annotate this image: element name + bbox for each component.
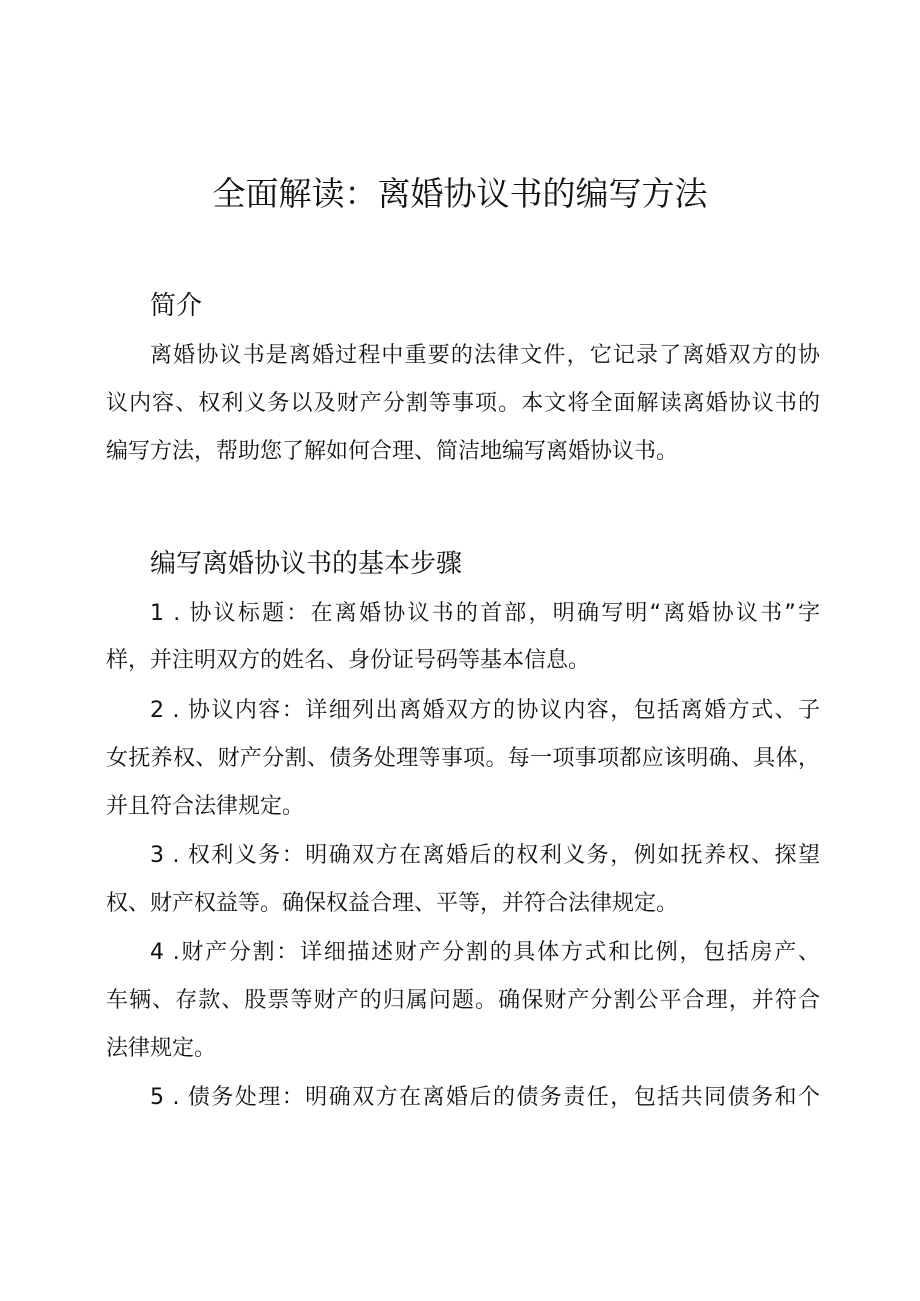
document-title: 全面解读：离婚协议书的编写方法 (212, 174, 708, 213)
step-4-line: 4 .财产分割：详细描述财产分割的具体方式和比例，包括房产、 (150, 940, 820, 965)
intro-line: 离婚协议书是离婚过程中重要的法律文件，它记录了离婚双方的协 (150, 343, 820, 368)
step-4-line: 车辆、存款、股票等财产的归属问题。确保财产分割公平合理，并符合 (106, 988, 820, 1013)
intro-heading: 简介 (150, 291, 203, 321)
step-1-line: 样，并注明双方的姓名、身份证号码等基本信息。 (106, 648, 591, 673)
step-2-line: 2 . 协议内容：详细列出离婚双方的协议内容，包括离婚方式、子 (150, 698, 820, 723)
step-3-line: 3 . 权利义务：明确双方在离婚后的权利义务，例如抚养权、探望 (150, 843, 820, 868)
step-5-line: 5 . 债务处理：明确双方在离婚后的债务责任，包括共同债务和个 (150, 1085, 820, 1110)
step-4-line: 法律规定。 (106, 1036, 217, 1061)
intro-line: 议内容、权利义务以及财产分割等事项。本文将全面解读离婚协议书的 (106, 391, 820, 416)
intro-line: 编写方法，帮助您了解如何合理、简洁地编写离婚协议书。 (106, 439, 679, 464)
step-3-line: 权、财产权益等。确保权益合理、平等，并符合法律规定。 (106, 891, 679, 916)
steps-heading: 编写离婚协议书的基本步骤 (150, 549, 463, 579)
step-1-line: 1 . 协议标题：在离婚协议书的首部，明确写明“离婚协议书”字 (150, 601, 820, 626)
step-2-line: 女抚养权、财产分割、债务处理等事项。每一项事项都应该明确、具体， (106, 746, 820, 771)
step-2-line: 并且符合法律规定。 (106, 794, 305, 819)
